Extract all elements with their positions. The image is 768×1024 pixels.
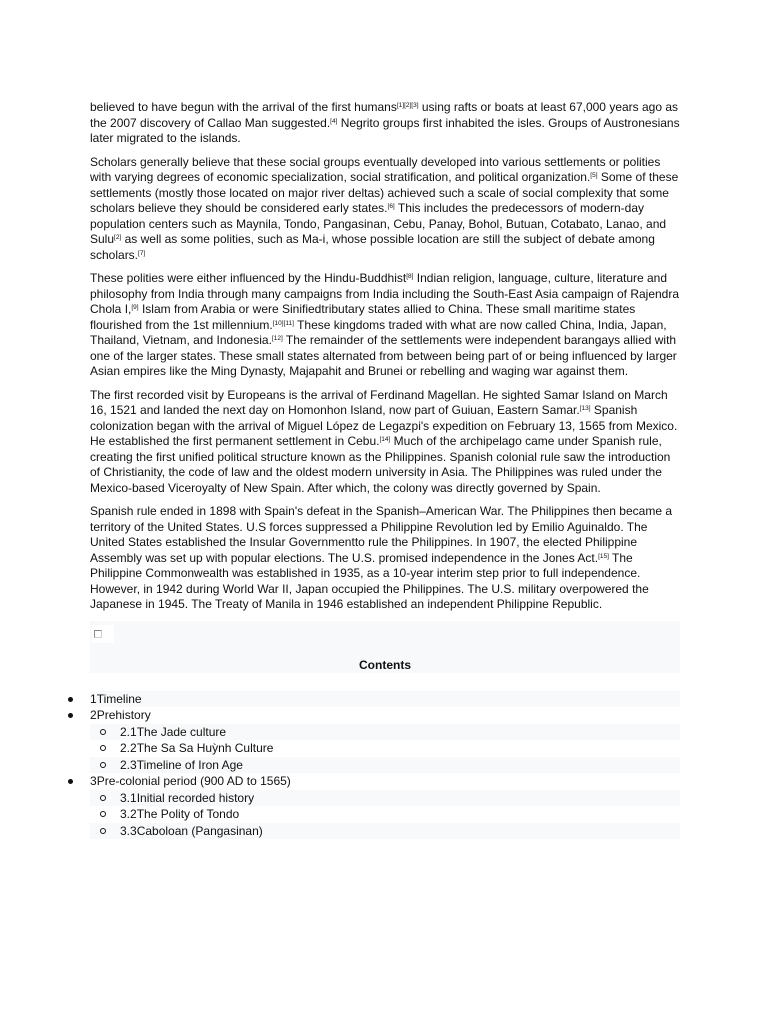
- text-run: or were: [235, 302, 282, 316]
- wiki-link[interactable]: code of law: [188, 465, 250, 479]
- table-of-contents: [90, 691, 680, 840]
- toc-item: [90, 773, 680, 790]
- toc-number: 1: [90, 691, 97, 706]
- toc-number: 3.1: [120, 790, 137, 805]
- text-run: ,: [128, 302, 132, 316]
- reference-link[interactable]: [5]: [590, 172, 598, 179]
- circle-bullet-icon: [100, 762, 106, 768]
- toc-link[interactable]: Timeline of Iron Age: [136, 757, 243, 772]
- text-run: These polities were either: [90, 271, 231, 285]
- contents-box: [90, 621, 680, 673]
- text-run: The: [608, 550, 633, 565]
- text-run: to rule the Philippines. In 1907, the elected: [354, 535, 585, 549]
- circle-bullet-icon: [100, 729, 106, 735]
- wiki-link[interactable]: political organization: [478, 170, 587, 184]
- wiki-link[interactable]: barangays: [564, 333, 621, 347]
- toc-link[interactable]: The Sa Sa Huỳnh Culture: [136, 741, 274, 755]
- text-run: .: [576, 403, 580, 417]
- wiki-link[interactable]: Treaty of Manila in 1946: [215, 597, 344, 611]
- text-run: , and: [448, 170, 479, 184]
- toc-link[interactable]: The Polity of Tondo: [136, 807, 240, 821]
- wiki-link[interactable]: Cotabato: [550, 216, 600, 231]
- text-run: Spanish rule ended in 1898 with Spain's defeat in the: [90, 504, 376, 518]
- text-run: using rafts or boats at least 67,000 years ago as the 2007 discovery of: [90, 100, 679, 130]
- paragraph: [90, 388, 680, 497]
- wiki-link[interactable]: Philippines: [384, 449, 443, 464]
- text-run: Scholars generally believe that these social groups eventually developed into various settlements or polities with varying degrees of: [90, 154, 661, 184]
- text-run: . These small maritime states flourished from the 1st millennium.: [90, 302, 636, 332]
- wiki-link[interactable]: Cebu: [347, 434, 377, 448]
- wiki-link[interactable]: Cebu: [393, 216, 423, 231]
- wiki-link[interactable]: Insular Government: [249, 535, 355, 549]
- wiki-link[interactable]: Bohol: [468, 216, 500, 231]
- reference-link[interactable]: [4]: [330, 117, 338, 125]
- reference-link[interactable]: [1][2][3]: [396, 102, 419, 109]
- wiki-link[interactable]: Panay: [428, 216, 462, 231]
- wiki-link[interactable]: Spanish colonization: [90, 403, 638, 433]
- wiki-link[interactable]: influenced: [230, 271, 285, 285]
- text-run: Much of the archipelago came under Spanish rule, creating the first unified political structure known as the: [90, 434, 662, 464]
- circle-bullet-icon: [100, 828, 106, 834]
- wiki-link[interactable]: states: [352, 201, 385, 215]
- wiki-link[interactable]: literature: [596, 271, 644, 285]
- wiki-link[interactable]: Homonhon: [288, 403, 347, 417]
- article-page: [90, 100, 680, 839]
- wiki-link[interactable]: Butuan: [505, 216, 544, 231]
- contents-toggle-checkbox[interactable]: [92, 625, 114, 643]
- text-run: allied with one of the larger states. These small states alternated from between being part of or being influenced by larger Asian empires like the: [90, 333, 677, 378]
- text-run: The remainder of the settlements were independent: [282, 333, 565, 347]
- text-run: later migrated to the islands.: [90, 131, 241, 145]
- toc-item: [90, 823, 680, 840]
- wiki-link[interactable]: philosophy: [90, 286, 148, 301]
- wiki-link[interactable]: Lanao: [605, 216, 640, 231]
- wiki-link[interactable]: Guiuan, Eastern Samar: [451, 403, 577, 417]
- text-run: ,: [491, 271, 499, 285]
- text-run: ,: [343, 170, 351, 184]
- toc-item: [90, 740, 680, 757]
- text-run: groups first inhabited the isles. Groups of: [379, 115, 604, 130]
- reference-link[interactable]: [13]: [579, 405, 591, 412]
- toc-number: 3: [90, 774, 97, 788]
- reference-link[interactable]: [7]: [138, 249, 146, 257]
- text-run: .: [376, 434, 380, 448]
- reference-link[interactable]: [2]: [114, 234, 122, 241]
- toc-link[interactable]: Prehistory: [96, 708, 151, 722]
- text-run: Some of these settlements (mostly those located on major river deltas) achieved such a scale of social complexity that some scholars believe they should be considered early: [90, 170, 679, 215]
- circle-bullet-icon: [100, 811, 106, 817]
- wiki-link[interactable]: Majapahit: [289, 364, 342, 378]
- wiki-link[interactable]: Jones Act: [542, 550, 595, 565]
- text-run: .: [586, 170, 591, 184]
- text-run: This includes the predecessors of modern-day population centers such as: [90, 201, 644, 231]
- contents-title: Contents: [359, 657, 411, 672]
- wiki-link[interactable]: Tondo: [283, 216, 317, 231]
- text-run: ,: [590, 271, 597, 285]
- reference-link[interactable]: [8]: [406, 273, 414, 280]
- text-run: tributary states allied to: [321, 302, 449, 316]
- text-run: ,: [543, 216, 551, 231]
- paragraph: [90, 504, 680, 613]
- toc-number: 2.2: [120, 741, 137, 755]
- wiki-link[interactable]: Indian: [416, 271, 450, 285]
- toc-link[interactable]: Pre-colonial period (900 AD to 1565): [96, 774, 291, 788]
- paragraph: [90, 155, 680, 264]
- toc-link[interactable]: Initial recorded history: [136, 790, 255, 805]
- circle-bullet-icon: [100, 745, 106, 751]
- text-run: ,: [599, 216, 606, 231]
- wiki-link[interactable]: Arabia: [200, 302, 236, 316]
- toc-link[interactable]: The Jade culture: [136, 724, 227, 739]
- wiki-link[interactable]: Brunei: [367, 364, 403, 378]
- wiki-link[interactable]: China: [448, 302, 480, 316]
- toc-number: 2.1: [120, 724, 137, 739]
- toc-item: [90, 757, 680, 774]
- wiki-link[interactable]: Philippine Commonwealth: [90, 566, 229, 580]
- wiki-link[interactable]: Japan occupied the Philippines: [295, 581, 461, 596]
- text-run: and: [643, 271, 668, 285]
- text-run: ,: [547, 271, 555, 285]
- toc-item: [90, 790, 680, 807]
- bullet-icon: [68, 697, 73, 702]
- text-run: . After which, the colony was directly governed by Spain.: [301, 480, 601, 495]
- wiki-link[interactable]: religion: [452, 271, 492, 285]
- toc-link[interactable]: Caboloan (Pangasinan): [136, 823, 263, 838]
- wiki-link[interactable]: economic specialization: [216, 170, 344, 184]
- text-run: The first recorded visit by Europeans is the arrival of: [90, 387, 371, 402]
- text-run: ,: [499, 216, 506, 231]
- text-run: ,: [461, 216, 469, 231]
- bullet-icon: [68, 779, 73, 784]
- wiki-link[interactable]: Negrito: [340, 115, 380, 130]
- toc-number: 3.3: [120, 823, 137, 838]
- text-run: believed to have begun with the arrival of the first humans: [90, 100, 397, 114]
- text-run: ,: [316, 216, 324, 231]
- text-run: . The Philippines then became a territory of the United States. U.S forces suppressed a: [90, 504, 673, 534]
- text-run: ,: [386, 216, 394, 231]
- wiki-link[interactable]: Ma-i: [302, 232, 326, 246]
- text-run: . He sighted: [476, 387, 544, 402]
- text-run: Island, now part of: [346, 403, 452, 417]
- text-run: and the oldest modern university in Asia. The Philippines was ruled under the Mexico-based: [90, 465, 662, 495]
- text-run: led by: [492, 519, 532, 534]
- text-run: 's expedition on February 13, 1565 from Mexico. He established the first permanent settlement in: [90, 418, 678, 448]
- wiki-link[interactable]: Austronesians: [603, 115, 680, 130]
- text-run: was established in 1935, as a 10-year interim step prior to full independence. However, in 1942 during World War II,: [90, 566, 641, 596]
- wiki-link[interactable]: Philippine Assembly: [90, 535, 638, 565]
- text-run: by the: [284, 271, 325, 285]
- wiki-link[interactable]: Callao Man: [207, 115, 269, 130]
- toc-number: 2: [90, 708, 97, 722]
- text-run: on March 16, 1521 and landed the next day on: [90, 387, 668, 417]
- bullet-icon: [68, 713, 73, 718]
- text-run: or rebelling and waging war against them.: [402, 364, 629, 378]
- text-run: established an independent Philippine Republic.: [343, 597, 603, 611]
- text-run: from India through many campaigns from India including the: [147, 286, 473, 301]
- text-run: . Spanish colonial rule saw the introduction of Christianity, the: [90, 449, 671, 479]
- text-run: .: [594, 550, 599, 565]
- text-run: was set up with popular elections. The U.S. promised independence in the: [142, 550, 543, 565]
- wiki-link[interactable]: culture: [554, 271, 591, 285]
- wiki-link[interactable]: Ming Dynasty: [210, 364, 283, 378]
- text-run: ,: [277, 216, 284, 231]
- wiki-link[interactable]: Maynila: [236, 216, 278, 231]
- text-run: These kingdoms traded with what are now called China, India, Japan, Thailand, Vietnam, and Indonesia.: [90, 317, 667, 347]
- wiki-link[interactable]: Ferdinand Magellan: [370, 387, 477, 402]
- wiki-link[interactable]: social stratification: [350, 170, 449, 184]
- text-run: . The U.S. military overpowered the Japanese in 1945. The: [90, 581, 649, 611]
- wiki-link[interactable]: Samar Island: [543, 387, 615, 402]
- wiki-link[interactable]: Sinified: [282, 302, 322, 316]
- reference-link[interactable]: [9]: [131, 304, 139, 311]
- wiki-link[interactable]: Miguel López de Legazpi: [287, 418, 421, 433]
- wiki-link[interactable]: Sulu: [90, 232, 115, 246]
- wiki-link[interactable]: Emilio Aguinaldo: [531, 519, 621, 534]
- toc-link[interactable]: Timeline: [96, 691, 142, 706]
- text-run: , whose possible location are still the subject of debate among scholars.: [90, 232, 655, 262]
- toc-number: 2.3: [120, 757, 137, 772]
- wiki-link[interactable]: Philippine Revolution: [380, 519, 493, 534]
- paragraph: [90, 271, 680, 380]
- paragraph: [90, 100, 680, 147]
- text-run: as well as some polities, such as: [121, 232, 303, 246]
- text-run: ,: [422, 216, 429, 231]
- wiki-link[interactable]: language: [498, 271, 548, 285]
- toc-item: [90, 806, 680, 823]
- circle-bullet-icon: [100, 795, 106, 801]
- text-run: and: [341, 364, 368, 378]
- article-body: [90, 100, 680, 613]
- wiki-link[interactable]: South-East Asia campaign of Rajendra Chola I: [90, 286, 680, 316]
- reference-link[interactable]: [15]: [598, 552, 609, 560]
- text-run: .: [384, 201, 388, 215]
- reference-link[interactable]: [10][11]: [272, 319, 294, 327]
- toc-number: 3.2: [120, 807, 137, 821]
- text-run: suggested.: [268, 115, 331, 130]
- text-run: began with the arrival of: [153, 418, 288, 433]
- text-run: ,: [282, 364, 290, 378]
- text-run: , and: [639, 216, 667, 231]
- wiki-link[interactable]: Pangasinan: [323, 216, 387, 231]
- text-run: Islam from: [138, 302, 201, 316]
- reference-link[interactable]: [6]: [387, 203, 395, 210]
- toc-item: [90, 724, 680, 741]
- toc-item: [90, 691, 680, 708]
- checkbox-icon: [94, 630, 102, 638]
- reference-link[interactable]: [12]: [271, 335, 283, 342]
- text-run: . The United States established the: [90, 519, 648, 549]
- wiki-link[interactable]: Spanish–American War: [375, 504, 501, 518]
- wiki-link[interactable]: Viceroyalty of New Spain: [168, 480, 302, 495]
- wiki-link[interactable]: Hindu-Buddhist: [324, 271, 407, 285]
- toc-item: [90, 707, 680, 724]
- reference-link[interactable]: [14]: [379, 436, 391, 443]
